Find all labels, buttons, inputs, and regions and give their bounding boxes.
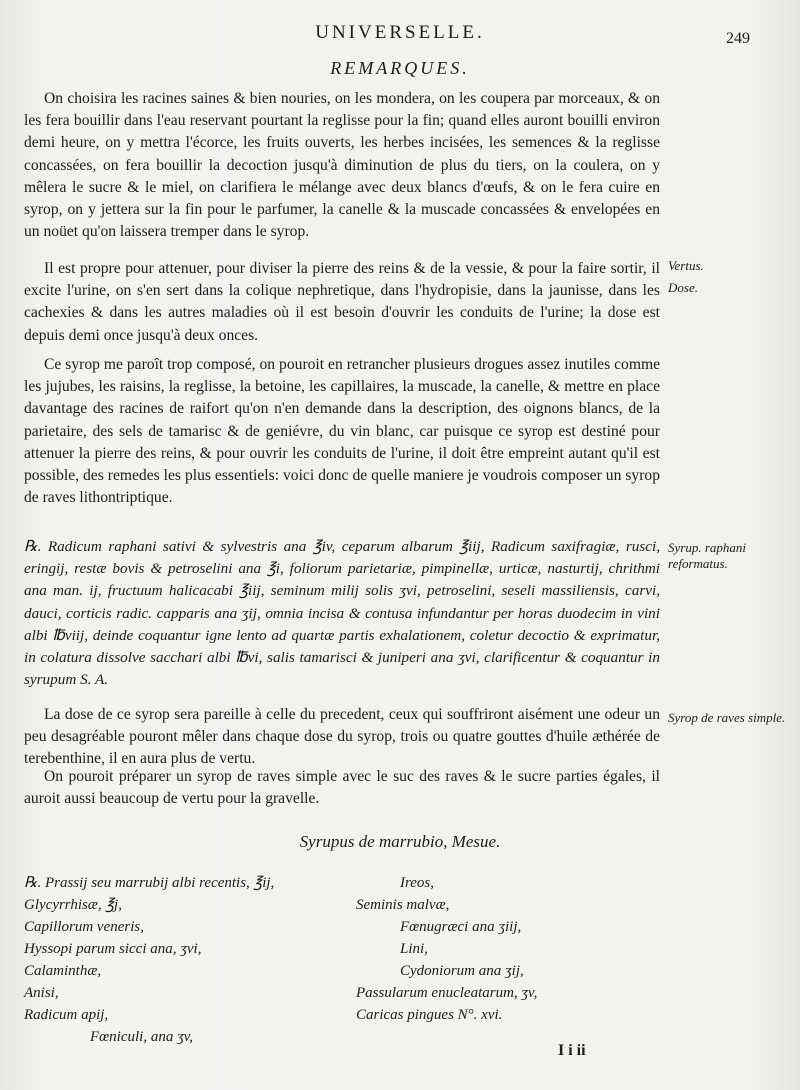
ingredient-line: Cydoniorum ana ʒij, [400,963,524,979]
paragraph-dose [24,704,660,771]
ingredient-line: Fœniculi, ana ʒv, [90,1029,194,1045]
ingredient-line: Anisi, [24,985,59,1001]
ingredient-line: Ireos, [400,875,435,891]
recipe-reformatus [24,536,660,691]
paragraph-text: Il est propre pour attenuer, pour diviser la pierre des reins & de la vessie, & pour la faire sortir, il excite l'urine, on s'en sert dans la colique nephretique, dans l'hydropisie, dans la jaunisse, dans les cachexies & dans les autres maladies où il est besoin d'ouvrir les conduits de l'urine; la dose est depuis demi once jusqu'à deux onces. [24,260,660,344]
margin-note-simple: Syrop de raves simple. [668,710,786,725]
recipe-subtitle: Syrupus de marrubio, Mesue. [299,832,501,851]
margin-note-vertus: Vertus. [668,258,704,273]
paragraph-simple-syrup [24,766,660,810]
ingredient-line: Calaminthæ, [24,963,102,979]
page-number: 249 [726,30,750,47]
ingredient-column-left [24,872,344,1048]
paragraph-text: On choisira les racines saines & bien nouries, on les mondera, on les coupera par morceaux, & on les fera bouillir dans l'eau reservant pourtant la reglisse pour la fin; quand elles auront bouilli environ demi heure, on y mettra l'écorce, les fruits ouverts, les herbes incisées, les semences & la reglisse concassées, on fera bouillir la decoction jusqu'à diminution de plus du tiers, on la coulera, on y mêlera le sucre & le miel, on clarifiera le mélange avec deux blancs d'œufs, & on le fera cuire en syrop, on y jettera sur la fin pour le parfumer, la canelle & la muscade concassées & envelopées en un noüet qu'on laissera tremper dans le syrop. [24,90,660,241]
ingredient-line: ℞. Prassij seu marrubij albi recentis, ℥ij, [24,875,275,891]
running-title: UNIVERSELLE. [315,22,485,43]
paragraph-preparation [24,88,660,243]
paragraph-text: Ce syrop me paroît trop composé, on pouroit en retrancher plusieurs drogues assez inutiles comme les jujubes, les raisins, la reglisse, la betoine, les capillaires, la muscade, la canelle, & mettre en place davantage des racines de raifort qu'on n'en demande dans la description, des oignons blancs, de la parietaire, des sels de tamarisc & de geniévre, du vin blanc, car puisque ce syrop est destiné pour attenuer la pierre des reins, & pour ouvrir les conduits de l'urine, il doit être empreint autant qu'il est possible, des remedes les plus essentiels: voici donc de quelle maniere je voudrois composer un syrop de raves lithontriptique. [24,356,660,507]
ingredient-line: Lini, [400,941,428,957]
section-title: REMARQUES. [330,58,470,78]
ingredient-line: Glycyrrhisæ, ℥j, [24,897,122,913]
margin-note-reformatus: Syrup. raphani reformatus. [668,540,746,571]
ingredient-line: Capillorum veneris, [24,919,144,935]
ingredient-line: Caricas pingues N°. xvi. [356,1007,503,1023]
recipe-text: ℞. Radicum raphani sativi & sylvestris ana ℥iv, ceparum albarum ℥iij, Radicum saxifragiæ, rusci, eringij, restæ bovis & petroselini ana ℥i, foliorum parietariæ, pimpinellæ, urticæ, nasturtij, chrithmi ana man. ij, fructuum halicacabi ℥iij, seminum milij solis ʒvi, petroselini, seseli massiliensis, carvi, dauci, corticis radic. capparis ana ʒij, omnia incisa & contusa infundantur per horas duodecim in vini albi ℔viij, deinde coquantur igne lento ad quartæ partis exhalationem, coletur decoctio & exprimatur, in colatura dissolve sacchari albi ℔vi, salis tamarisci & juniperi ana ʒvi, clarificentur & coquantur in syrupum S. A. [24,538,660,689]
signature-mark: I i ii [558,1042,586,1059]
ingredient-line: Seminis malvæ, [356,897,450,913]
ingredient-line: Hyssopi parum sicci ana, ʒvi, [24,941,202,957]
paragraph-text: On pouroit préparer un syrop de raves simple avec le suc des raves & le sucre parties égales, il auroit aussi beaucoup de vertu pour la gravelle. [24,768,660,808]
ingredient-column-right [356,872,656,1026]
paragraph-virtues [24,258,660,347]
paragraph-text: La dose de ce syrop sera pareille à celle du precedent, ceux qui souffriront aisément une odeur un peu desagréable pouront mêler dans chaque dose du syrop, trois ou quatre gouttes d'huile æthérée de terebenthine, il en aura plus de vertu. [24,706,660,768]
ingredient-line: Fœnugræci ana ʒiij, [400,919,522,935]
ingredient-line: Passularum enucleatarum, ʒv, [356,985,538,1001]
paragraph-critique [24,354,660,509]
margin-note-dose: Dose. [668,280,698,295]
ingredient-line: Radicum apij, [24,1007,109,1023]
